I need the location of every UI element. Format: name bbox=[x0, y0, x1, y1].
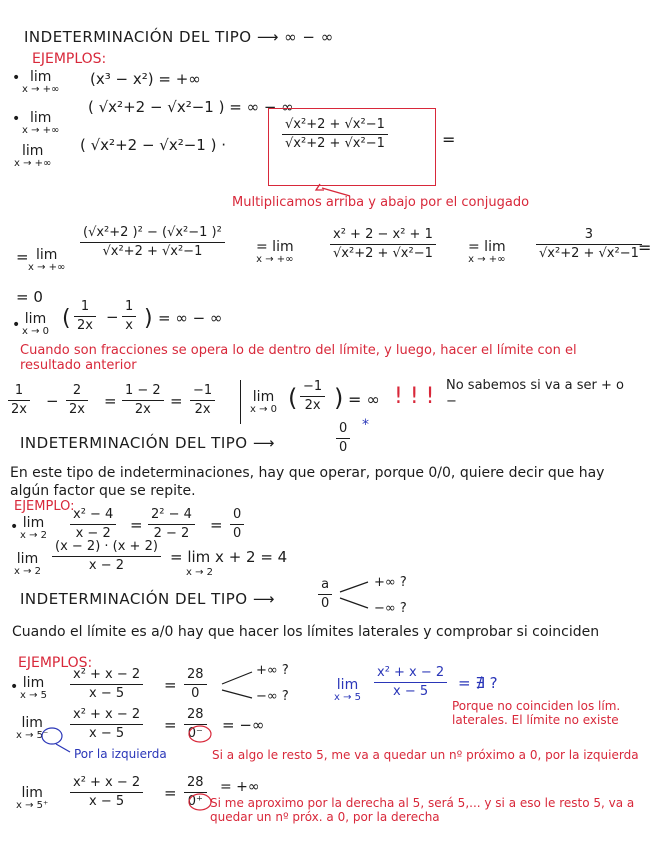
bullet: • bbox=[10, 519, 19, 535]
numerator: 2² − 4 bbox=[151, 507, 192, 522]
fraction bbox=[230, 508, 244, 542]
lim-sub: x → 5 bbox=[334, 691, 362, 703]
denominator: x − 2 bbox=[75, 526, 111, 542]
fraction bbox=[184, 776, 207, 810]
divider bbox=[240, 380, 241, 424]
fraction bbox=[300, 380, 325, 414]
lim-label: lim bbox=[22, 675, 45, 691]
fraction bbox=[536, 228, 642, 262]
lim-sub: x → 0 bbox=[22, 325, 50, 337]
numerator: x² − 4 bbox=[73, 507, 114, 522]
expression: (x³ − x²) = +∞ bbox=[90, 70, 201, 88]
lim-sub: x → +∞ bbox=[22, 83, 60, 95]
lim-label: lim bbox=[29, 110, 52, 126]
numerator: x² + 2 − x² + 1 bbox=[333, 227, 433, 242]
denominator: 2x bbox=[69, 402, 85, 418]
minus: − bbox=[46, 392, 59, 410]
fraction bbox=[184, 708, 207, 742]
fraction bbox=[148, 508, 195, 542]
numerator: √x²+2 + √x²−1 bbox=[285, 117, 385, 132]
result: = +∞ bbox=[220, 779, 260, 795]
limit bbox=[334, 678, 361, 703]
bullet: • bbox=[12, 70, 21, 86]
fraction bbox=[70, 668, 143, 702]
equals: = bbox=[164, 784, 177, 802]
lim-sub: x → 5 bbox=[20, 689, 48, 701]
numerator: 1 − 2 bbox=[125, 383, 161, 398]
paren-close: ) bbox=[334, 384, 344, 412]
limit bbox=[256, 240, 294, 265]
equals: = bbox=[164, 676, 177, 694]
equals: = bbox=[130, 516, 143, 534]
bullet: • bbox=[12, 111, 21, 127]
type-fraction bbox=[336, 422, 350, 456]
denominator: 0⁻ bbox=[187, 726, 203, 742]
lim-label: lim bbox=[16, 551, 39, 567]
numerator: 0 bbox=[339, 421, 348, 436]
section2-examples-label: EJEMPLO: bbox=[14, 499, 75, 514]
exclamations: ! ! ! bbox=[394, 384, 435, 409]
conjugate-note: Multiplicamos arriba y abajo por el conjugado bbox=[232, 195, 530, 210]
numerator: (√x²+2 )² − (√x²−1 )² bbox=[83, 225, 222, 240]
lim-label: lim bbox=[336, 677, 359, 693]
denominator: 0 bbox=[339, 440, 348, 456]
denominator: 0 bbox=[233, 526, 242, 542]
denominator: x − 5 bbox=[393, 684, 429, 700]
bullet: • bbox=[12, 317, 21, 333]
lim-sub: x → 5⁻ bbox=[16, 729, 49, 741]
lim-sub: x → +∞ bbox=[468, 253, 506, 265]
lim-label: = lim bbox=[256, 239, 294, 255]
denominator: 0⁺ bbox=[187, 794, 203, 810]
denominator: 2x bbox=[11, 402, 27, 418]
lim-sub: x → 2 bbox=[186, 567, 214, 578]
paren-open: ( bbox=[288, 384, 298, 412]
equals: = bbox=[164, 716, 177, 734]
lim-label: lim bbox=[29, 69, 52, 85]
denominator: √x²+2 + √x²−1 bbox=[285, 136, 385, 152]
fraction bbox=[122, 300, 136, 334]
conjugate-fraction bbox=[282, 118, 388, 152]
expression: = ∞ − ∞ bbox=[158, 309, 223, 327]
denominator: √x²+2 + √x²−1 bbox=[102, 244, 203, 260]
branch-minus: −∞ ? bbox=[256, 689, 289, 704]
limit bbox=[250, 390, 277, 415]
denominator: x bbox=[125, 318, 133, 334]
denominator: x − 5 bbox=[89, 794, 125, 810]
numerator: 1 bbox=[14, 383, 24, 398]
section2-description: En este tipo de indeterminaciones, hay que operar, porque 0/0, quiere decir que hay algún factor que se repite. bbox=[10, 465, 605, 500]
right-explanation: Si me aproximo por la derecha al 5, será 5,... y si a eso le resto 5, va a quedar un nº próx. a 0, por la derecha bbox=[210, 796, 635, 825]
numerator: 28 bbox=[187, 667, 204, 682]
paren-open: ( bbox=[62, 306, 71, 331]
denominator: x − 5 bbox=[89, 726, 125, 742]
left-explanation: Si a algo le resto 5, me va a quedar un nº próximo a 0, por la izquierda bbox=[212, 748, 639, 762]
fraction bbox=[330, 228, 436, 262]
numerator: −1 bbox=[303, 379, 323, 394]
lim-label: lim bbox=[21, 715, 43, 731]
lim-label: lim bbox=[22, 515, 45, 531]
denominator: x − 2 bbox=[88, 558, 125, 574]
denominator: 0 bbox=[191, 686, 200, 702]
result-zero: = 0 bbox=[16, 288, 43, 306]
fraction bbox=[8, 384, 30, 418]
fraction bbox=[66, 384, 88, 418]
fraction bbox=[70, 708, 143, 742]
result: = −∞ bbox=[222, 716, 265, 734]
lim-sub: x → 0 bbox=[250, 403, 278, 415]
limit bbox=[14, 552, 41, 577]
branch-plus: +∞ ? bbox=[374, 575, 407, 590]
lim-sub: x → +∞ bbox=[256, 253, 294, 265]
equals: = bbox=[104, 392, 117, 410]
denominator: 2x bbox=[304, 398, 321, 414]
lim-label: = lim bbox=[468, 239, 506, 255]
lim-sub: x → +∞ bbox=[28, 261, 66, 273]
limit bbox=[20, 516, 47, 541]
limit bbox=[16, 786, 48, 811]
fractions-note: Cuando son fracciones se opera lo de dentro del límite, y luego, hacer el límite con el resultado anterior bbox=[20, 343, 577, 373]
fraction bbox=[190, 384, 215, 418]
section1-title: INDETERMINACIÓN DEL TIPO ⟶ ∞ − ∞ bbox=[24, 28, 334, 46]
numerator: x² + x − 2 bbox=[73, 667, 141, 682]
no-limit-note: Porque no coinciden los lím. laterales. El límite no existe bbox=[452, 699, 621, 727]
bullet: • bbox=[10, 679, 19, 695]
denominator: 0 bbox=[321, 596, 330, 612]
denominator: 2x bbox=[134, 402, 151, 418]
expression: ( √x²+2 − √x²−1 ) = ∞ − ∞ bbox=[88, 98, 294, 116]
lim-sub: x → 2 bbox=[14, 565, 42, 577]
lim-label: lim bbox=[252, 389, 275, 405]
section3-title: INDETERMINACIÓN DEL TIPO ⟶ bbox=[20, 590, 275, 608]
limit bbox=[22, 312, 49, 337]
numerator: 3 bbox=[584, 227, 594, 242]
numerator: 28 bbox=[187, 707, 204, 722]
equals: = bbox=[442, 130, 456, 149]
result: = ∞ bbox=[348, 390, 380, 409]
lim-label: lim bbox=[21, 143, 44, 159]
branch-plus: +∞ ? bbox=[256, 663, 289, 678]
lim-label: lim bbox=[21, 785, 43, 801]
limit bbox=[14, 144, 51, 169]
equals: = bbox=[16, 248, 29, 266]
equals: = bbox=[170, 392, 183, 410]
lim-sub: x → +∞ bbox=[14, 157, 52, 169]
numerator: 1 bbox=[80, 299, 90, 314]
section1-examples-label: EJEMPLOS: bbox=[32, 51, 107, 67]
denominator: x − 5 bbox=[89, 686, 125, 702]
sign-comment: No sabemos si va a ser + o − bbox=[446, 378, 624, 409]
numerator: 28 bbox=[187, 775, 204, 790]
section3-examples-label: EJEMPLOS: bbox=[18, 655, 93, 671]
star-mark: * bbox=[362, 417, 369, 433]
equals: = bbox=[638, 238, 652, 257]
numerator: a bbox=[321, 577, 330, 592]
limit bbox=[20, 676, 47, 701]
type-fraction bbox=[318, 578, 332, 612]
fraction bbox=[122, 384, 164, 418]
numerator: 0 bbox=[233, 507, 242, 522]
numerator: (x − 2) · (x + 2) bbox=[55, 539, 158, 554]
fraction bbox=[184, 668, 207, 702]
limit bbox=[468, 240, 506, 265]
numerator: −1 bbox=[193, 383, 213, 398]
lim-sub: x → 5⁺ bbox=[16, 799, 49, 811]
lim-sub: x → 2 bbox=[20, 529, 48, 541]
minus: − bbox=[106, 308, 119, 326]
section2-title: INDETERMINACIÓN DEL TIPO ⟶ bbox=[20, 434, 275, 452]
denominator: 2 − 2 bbox=[153, 526, 190, 542]
expression: = lim x + 2 = 4 bbox=[170, 548, 288, 566]
numerator: x² + x − 2 bbox=[73, 707, 141, 722]
left-note: Por la izquierda bbox=[74, 747, 167, 761]
fraction bbox=[74, 300, 96, 334]
numerator: 2 bbox=[72, 383, 82, 398]
numerator: 1 bbox=[125, 299, 134, 314]
branch-minus: −∞ ? bbox=[374, 601, 407, 616]
fraction bbox=[80, 226, 225, 260]
fraction bbox=[70, 776, 143, 810]
paren-close: ) bbox=[144, 306, 153, 331]
denominator: √x²+2 + √x²−1 bbox=[539, 246, 639, 262]
fraction bbox=[70, 508, 116, 542]
limit bbox=[16, 716, 48, 741]
lim-sub: x → +∞ bbox=[22, 124, 60, 136]
equals: = bbox=[210, 516, 223, 534]
result: = ∄ ? bbox=[458, 674, 498, 692]
limit bbox=[22, 111, 59, 136]
section3-description: Cuando el límite es a/0 hay que hacer los límites laterales y comprobar si coinciden bbox=[12, 624, 600, 640]
denominator: √x²+2 + √x²−1 bbox=[333, 246, 433, 262]
limit bbox=[28, 248, 65, 273]
numerator: x² + x − 2 bbox=[73, 775, 141, 790]
expression: ( √x²+2 − √x²−1 ) · bbox=[80, 136, 227, 154]
denominator: 2x bbox=[77, 318, 93, 334]
lim-label: lim bbox=[24, 311, 47, 327]
denominator: 2x bbox=[194, 402, 211, 418]
lim-label: lim bbox=[35, 247, 58, 263]
limit bbox=[22, 70, 59, 95]
numerator: x² + x − 2 bbox=[377, 665, 445, 680]
fraction bbox=[52, 540, 161, 574]
fraction bbox=[374, 666, 447, 700]
